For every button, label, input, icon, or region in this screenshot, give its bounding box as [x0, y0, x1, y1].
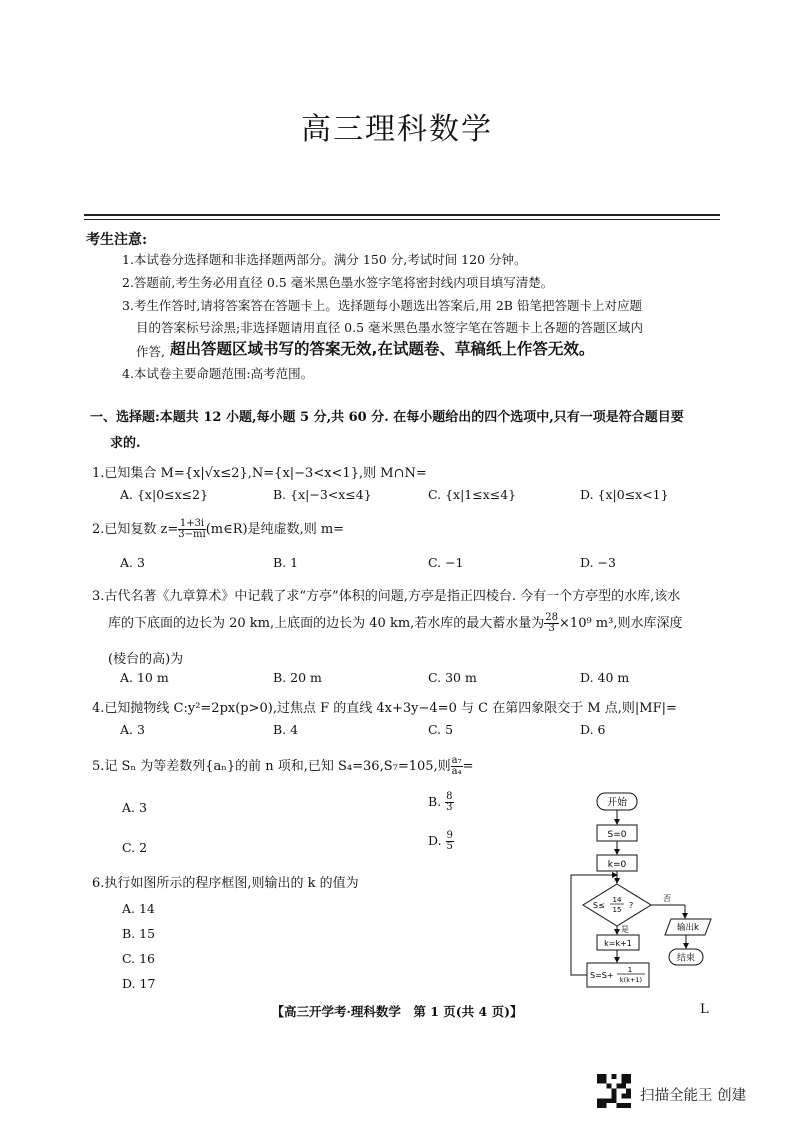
- flow-condition-post: ?: [629, 901, 634, 910]
- notice-heading: 考生注意:: [86, 232, 148, 248]
- q5-option-d: [428, 831, 454, 852]
- page-title: 高三理科数学: [301, 112, 493, 147]
- q2-stem-pre: 2.已知复数 z=: [92, 522, 179, 537]
- notice-line-1: 1.本试卷分选择题和非选择题两部分。满分 150 分,考试时间 120 分钟。: [122, 252, 527, 267]
- q3-line-2-post: ×10⁹ m³,则水库深度: [559, 616, 683, 631]
- q5-option-b-label: B.: [428, 794, 442, 809]
- flow-init-s-text: S=0: [607, 830, 627, 840]
- q3-option-d: D. 40 m: [580, 670, 630, 685]
- q6-option-d: D. 17: [122, 976, 156, 991]
- q6-option-a: A. 14: [122, 901, 155, 916]
- q5-stem-post: =: [462, 759, 474, 774]
- q4-option-d: D. 6: [580, 722, 606, 737]
- q5-option-d-fraction: [446, 831, 454, 852]
- q2-option-d: D. −3: [580, 555, 616, 570]
- q4-stem: 4.已知抛物线 C:y²=2px(p>0),过焦点 F 的直线 4x+3y−4=0 与 C 在第四象限交于 M 点,则|MF|=: [92, 701, 677, 716]
- q5-fraction: [451, 756, 463, 777]
- q6-stem: 6.执行如图所示的程序框图,则输出的 k 的值为: [92, 876, 359, 891]
- q3-line-1: 3.古代名著《九章算术》中记载了求“方亭”体积的问题,方亭是指正四棱台. 今有一个方亭型的水库,该水: [92, 589, 681, 604]
- flow-output-text: 输出k: [677, 923, 699, 933]
- q4-option-b: B. 4: [273, 722, 299, 737]
- flow-condition-pre: S≤: [593, 901, 605, 910]
- q1-option-c: C. {x|1≤x≤4}: [428, 487, 517, 502]
- q4-option-a: A. 3: [120, 722, 145, 737]
- page-footer: 【高三开学考·理科数学 第 1 页(共 4 页)】: [271, 1004, 523, 1019]
- notice-warning: 超出答题区域书写的答案无效,在试题卷、草稿纸上作答无效。: [170, 340, 595, 358]
- q2-option-a: A. 3: [120, 555, 145, 570]
- flow-update-pre: S=S+: [590, 971, 614, 980]
- q4-option-c: C. 5: [428, 722, 454, 737]
- program-flowchart: [555, 790, 745, 995]
- q1-option-d: D. {x|0≤x<1}: [580, 487, 669, 502]
- q2-frac-den: 3−mi: [178, 529, 206, 540]
- q5-option-b-num: 8: [446, 791, 453, 802]
- q2-stem-post: (m∈R)是纯虚数,则 m=: [205, 522, 345, 537]
- q1-option-b: B. {x|−3<x≤4}: [273, 487, 372, 502]
- flow-init-k-text: k=0: [607, 860, 627, 870]
- flow-update-den: k(k+1): [619, 976, 643, 984]
- q3-frac-den: 3: [548, 623, 555, 634]
- q5-option-b-den: 3: [446, 802, 453, 813]
- q1-stem: 1.已知集合 M={x|√x≤2},N={x|−3<x<1},则 M∩N=: [92, 466, 427, 481]
- notice-line-4: 目的答案标号涂黑;非选择题请用直径 0.5 毫米黑色墨水签字笔在答题卡上各题的答题区域内: [136, 320, 644, 335]
- q5-option-a: A. 3: [122, 800, 147, 815]
- notice-line-5: 作答,: [136, 344, 165, 359]
- title-divider: [84, 214, 720, 216]
- q5-option-c: C. 2: [122, 840, 148, 855]
- section-heading-cont: 求的.: [110, 436, 141, 451]
- q3-option-c: C. 30 m: [428, 670, 477, 685]
- section-heading: 一、选择题:本题共 12 小题,每小题 5 分,共 60 分. 在每小题给出的四个选项中,只有一项是符合题目要: [90, 410, 684, 425]
- flow-end-text: 结束: [676, 953, 696, 964]
- scanner-watermark: 扫描全能王 创建: [640, 1088, 747, 1104]
- notice-line-3: 3.考生作答时,请将答案答在答题卡上。选择题每小题选出答案后,用 2B 铅笔把答题卡上对应题: [122, 298, 642, 313]
- q5-frac-den: a₄: [451, 766, 462, 777]
- title-divider-thin: [84, 219, 720, 220]
- flow-no-label: 否: [663, 894, 671, 903]
- q3-fraction: [544, 613, 559, 634]
- q3-option-a: A. 10 m: [120, 670, 169, 685]
- q2-fraction: [178, 519, 205, 540]
- flow-yes-label: 是: [621, 925, 629, 934]
- q3-line-2: [108, 612, 682, 634]
- q5-option-d-den: 5: [446, 841, 453, 852]
- flow-start-text: 开始: [607, 797, 627, 809]
- q6-option-c: C. 16: [122, 951, 155, 966]
- flow-condition-den: 15: [612, 906, 622, 914]
- notice-line-6: 4.本试卷主要命题范围:高考范围。: [122, 366, 314, 381]
- q3-line-3: (棱台的高)为: [108, 652, 184, 667]
- q5-option-b-fraction: [445, 792, 453, 813]
- flow-condition-num: 14: [612, 896, 622, 904]
- q5-frac-num: a₇: [451, 755, 462, 766]
- qr-code-icon: [597, 1074, 631, 1108]
- q2-frac-num: 1+3i: [179, 518, 205, 529]
- flow-update-num: 1: [627, 966, 633, 974]
- flow-increment-text: k=k+1: [604, 939, 632, 948]
- q2-option-b: B. 1: [273, 555, 299, 570]
- page-code: L: [700, 1002, 709, 1017]
- notice-line-2: 2.答题前,考生务必用直径 0.5 毫米黑色墨水签字笔将密封线内项目填写清楚。: [122, 275, 554, 290]
- q1-option-a: A. {x|0≤x≤2}: [120, 487, 209, 502]
- q3-line-2-pre: 库的下底面的边长为 20 km,上底面的边长为 40 km,若水库的最大蓄水量为: [108, 616, 545, 631]
- q6-option-b: B. 15: [122, 926, 156, 941]
- q5-option-d-label: D.: [428, 833, 442, 848]
- q5-option-b: [428, 792, 454, 813]
- q5-stem-pre: 5.记 Sₙ 为等差数列{aₙ}的前 n 项和,已知 S₄=36,S₇=105,则: [92, 759, 451, 774]
- q2-stem: [92, 518, 344, 540]
- q2-option-c: C. −1: [428, 555, 464, 570]
- q5-stem: [92, 755, 474, 777]
- q3-frac-num: 28: [545, 612, 559, 623]
- q5-option-d-num: 9: [446, 830, 453, 841]
- q3-option-b: B. 20 m: [273, 670, 322, 685]
